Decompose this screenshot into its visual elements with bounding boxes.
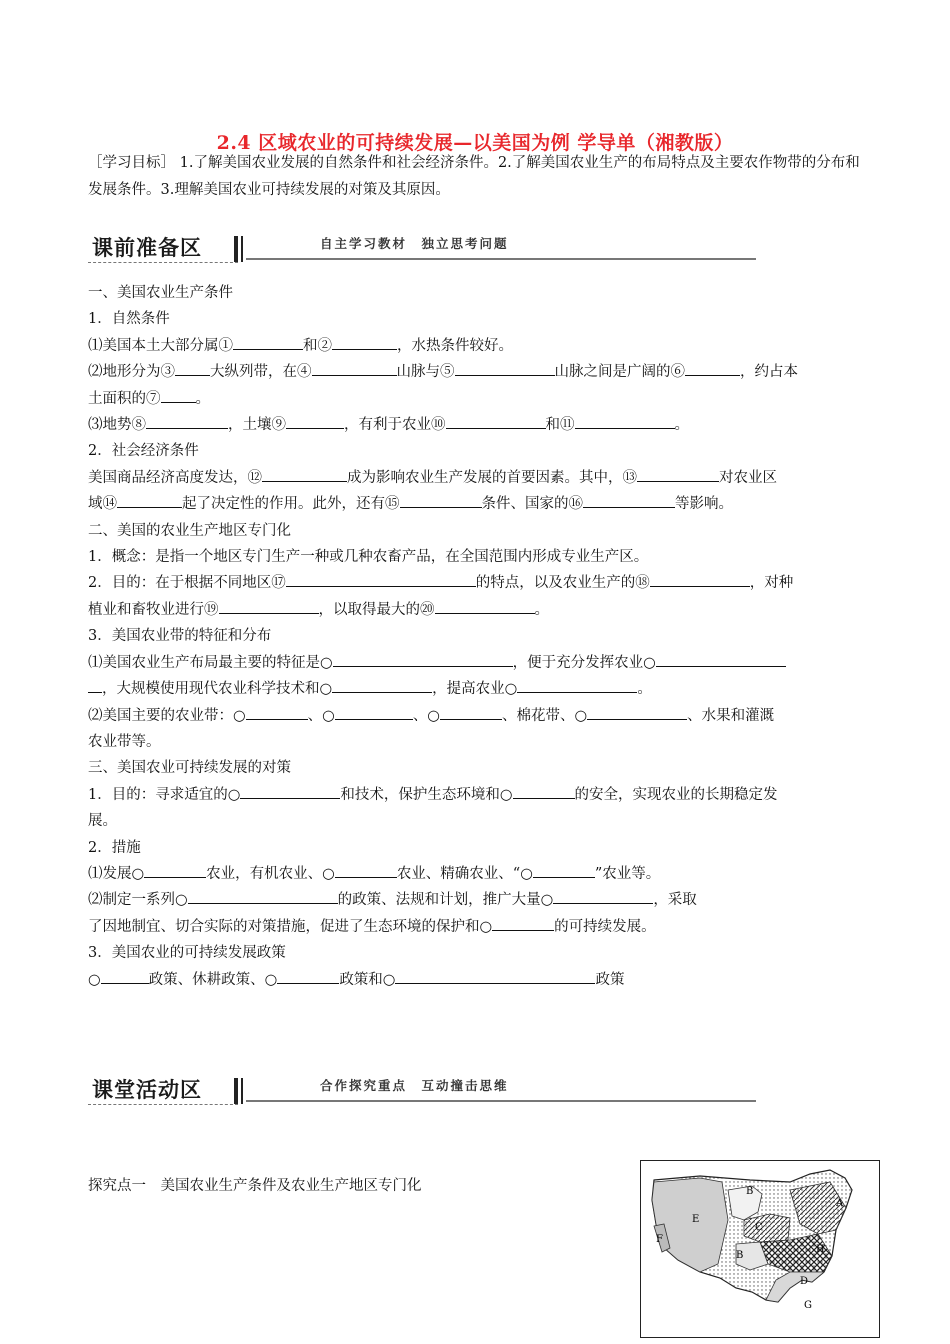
line-text: ⑵制定一系列○ <box>88 892 188 909</box>
answer-blank[interactable] <box>435 598 535 614</box>
worksheet-line <box>88 940 868 966</box>
line-text: 。 <box>195 390 210 407</box>
answer-blank[interactable] <box>637 466 719 482</box>
worksheet-line <box>88 359 868 385</box>
worksheet-line <box>88 703 868 729</box>
line-text: 2．社会经济条件 <box>88 443 199 460</box>
line-text: 的可持续发展。 <box>554 918 656 935</box>
answer-blank[interactable] <box>146 413 228 429</box>
map-label-c: C <box>755 1222 763 1233</box>
worksheet-line <box>88 438 868 464</box>
worksheet-line <box>88 544 868 570</box>
line-text: 和技术，保护生态环境和○ <box>340 786 513 803</box>
worksheet-line <box>88 518 868 544</box>
line-text: ，对种 <box>749 575 794 592</box>
line-text: ，土壤⑨ <box>228 417 286 434</box>
banner-bar <box>234 1078 238 1104</box>
worksheet-line <box>88 386 868 412</box>
worksheet-line <box>88 412 868 438</box>
answer-blank[interactable] <box>240 783 340 799</box>
answer-blank[interactable] <box>332 334 397 350</box>
worksheet-line <box>88 887 868 913</box>
line-text: 等影响。 <box>675 496 733 513</box>
line-text: 农业、精确农业、“○ <box>396 865 533 882</box>
banner-dash <box>88 262 238 263</box>
banner-bar <box>241 236 243 262</box>
line-text: 起了决定性的作用。此外，还有⑮ <box>182 496 400 513</box>
answer-blank[interactable] <box>233 334 303 350</box>
line-text: 植业和畜牧业进行⑲ <box>88 601 219 618</box>
map-label-g: G <box>804 1300 812 1311</box>
answer-blank[interactable] <box>88 677 102 693</box>
answer-blank[interactable] <box>262 466 347 482</box>
line-text: ○ <box>88 971 101 988</box>
line-text: 的安全，实现农业的长期稳定发 <box>574 786 778 803</box>
section-banner-preview <box>88 232 756 272</box>
banner-bar <box>241 1078 243 1104</box>
worksheet-line <box>88 729 868 755</box>
line-text: 1．概念：是指一个地区专门生产一种或几种农畜产品，在全国范围内形成专业生产区。 <box>88 549 649 566</box>
answer-blank[interactable] <box>440 704 502 720</box>
map-label-a: A <box>836 1198 844 1209</box>
worksheet-line <box>88 755 868 781</box>
worksheet-line <box>88 570 868 596</box>
line-text: 农业，有机农业、○ <box>206 865 335 882</box>
answer-blank[interactable] <box>446 413 546 429</box>
answer-blank[interactable] <box>335 862 397 878</box>
answer-blank[interactable] <box>533 862 595 878</box>
answer-blank[interactable] <box>553 888 653 904</box>
line-text: 。 <box>637 681 652 698</box>
line-text: 1．目的：寻求适宜的○ <box>88 786 241 803</box>
answer-blank[interactable] <box>685 360 740 376</box>
line-text: ⑶地势⑧ <box>88 417 146 434</box>
answer-blank[interactable] <box>144 862 206 878</box>
answer-blank[interactable] <box>219 598 319 614</box>
line-text: ，提高农业○ <box>432 681 518 698</box>
line-text: ，便于充分发挥农业○ <box>512 654 656 671</box>
line-text: ⑴发展○ <box>88 865 145 882</box>
line-text: 、棉花带、○ <box>501 707 588 724</box>
line-text: 大纵列带，在④ <box>210 364 312 381</box>
line-text: 一、美国农业生产条件 <box>88 285 233 301</box>
line-text: ，以取得最大的⑳ <box>318 601 435 618</box>
line-text: 条件、国家的⑯ <box>481 496 583 513</box>
line-text: 3．美国农业带的特征和分布 <box>88 628 272 645</box>
line-text: 山脉与⑤ <box>396 364 455 381</box>
banner-bar <box>234 236 238 262</box>
answer-blank[interactable] <box>517 677 637 693</box>
answer-blank[interactable] <box>395 968 595 984</box>
map-label-h: H <box>816 1244 825 1255</box>
line-text: ，采取 <box>653 892 697 909</box>
explore-point-heading: 探究点一 美国农业生产条件及农业生产地区专门化 <box>88 1178 422 1194</box>
answer-blank[interactable] <box>175 360 210 376</box>
worksheet-line <box>88 306 868 332</box>
answer-blank[interactable] <box>575 413 675 429</box>
map-label-b2: B <box>736 1250 744 1261</box>
line-text: ，水热条件较好。 <box>397 337 513 354</box>
answer-blank[interactable] <box>188 888 338 904</box>
line-text: ⑴美国农业生产布局最主要的特征是○ <box>88 654 333 671</box>
line-text: ”农业等。 <box>594 865 661 882</box>
answer-blank[interactable] <box>492 915 554 931</box>
banner-slogan: 自主学习教材 独立思考问题 <box>320 236 509 251</box>
worksheet-line <box>88 967 868 993</box>
line-text: 美国商品经济高度发达，⑫ <box>88 469 262 486</box>
line-text: 、○ <box>412 707 440 724</box>
line-text: 成为影响农业生产发展的首要因素。其中，⑬ <box>347 469 637 486</box>
answer-blank[interactable] <box>333 651 513 667</box>
line-text: ，大规模使用现代农业科学技术和○ <box>102 681 333 698</box>
line-text: 的特点，以及农业生产的⑱ <box>475 575 650 592</box>
line-text: 、○ <box>307 707 335 724</box>
answer-blank[interactable] <box>161 387 196 403</box>
worksheet-line <box>88 623 868 649</box>
line-text: 三、美国农业可持续发展的对策 <box>88 760 291 777</box>
answer-blank[interactable] <box>656 651 786 667</box>
answer-blank[interactable] <box>650 571 750 587</box>
line-text: 3．美国农业的可持续发展政策 <box>88 945 286 962</box>
answer-blank[interactable] <box>587 704 687 720</box>
line-text: 政策、休耕政策、○ <box>148 971 278 988</box>
answer-blank[interactable] <box>277 968 339 984</box>
line-text: 和② <box>303 337 332 354</box>
line-text: ，约占本 <box>740 364 798 381</box>
line-text: 政策和○ <box>339 971 396 988</box>
line-text: 了因地制宜、切合实际的对策措施，促进了生态环境的保护和○ <box>88 918 493 935</box>
answer-blank[interactable] <box>117 492 182 508</box>
line-text: 二、美国的农业生产地区专门化 <box>88 522 291 539</box>
answer-blank[interactable] <box>332 677 432 693</box>
line-text: 。 <box>534 601 549 618</box>
answer-blank[interactable] <box>583 492 675 508</box>
worksheet-line <box>88 914 868 940</box>
worksheet-line <box>88 650 868 676</box>
line-text: 山脉之间是广阔的⑥ <box>554 364 685 381</box>
banner-title: 课堂活动区 <box>92 1078 202 1102</box>
answer-blank[interactable] <box>335 704 413 720</box>
line-text: ，有利于农业⑩ <box>344 417 446 434</box>
answer-blank[interactable] <box>312 360 397 376</box>
answer-blank[interactable] <box>400 492 482 508</box>
line-text: 展。 <box>88 813 117 830</box>
worksheet-line <box>88 280 868 306</box>
map-label-b: B <box>746 1186 754 1197</box>
learning-goals: ［学习目标］ 1.了解美国农业发展的自然条件和社会经济条件。2.了解美国农业生产的布局特点及主要农作物带的分布和发展条件。3.理解美国农业可持续发展的对策及其原因。 <box>88 155 860 198</box>
worksheet-line <box>88 835 868 861</box>
line-text: 2．措施 <box>88 839 141 856</box>
worksheet-line <box>88 491 868 517</box>
answer-blank[interactable] <box>286 571 476 587</box>
answer-blank[interactable] <box>513 783 575 799</box>
line-text: 的政策、法规和计划，推广大量○ <box>337 892 554 909</box>
worksheet-line <box>88 861 868 887</box>
line-text: 2．目的：在于根据不同地区⑰ <box>88 575 286 592</box>
worksheet-content <box>88 280 868 993</box>
line-text: 农业带等。 <box>88 733 161 750</box>
line-text: 和⑪ <box>545 417 575 434</box>
map-label-f: F <box>656 1234 663 1245</box>
worksheet-line <box>88 808 868 834</box>
line-text: 对农业区 <box>719 469 777 486</box>
worksheet-line <box>88 597 868 623</box>
us-agriculture-belt-map <box>640 1160 880 1338</box>
line-text: 1．自然条件 <box>88 311 170 328</box>
map-label-d: D <box>800 1276 809 1287</box>
banner-title: 课前准备区 <box>92 236 202 260</box>
worksheet-line <box>88 465 868 491</box>
answer-blank[interactable] <box>246 704 308 720</box>
line-text: ⑵美国主要的农业带：○ <box>88 707 246 724</box>
page-title: 2.4 区域农业的可持续发展—以美国为例 学导单（湘教版） <box>216 132 734 154</box>
answer-blank[interactable] <box>101 968 149 984</box>
answer-blank[interactable] <box>455 360 555 376</box>
line-text: 域⑭ <box>88 496 117 513</box>
banner-slogan: 合作探究重点 互动撞击思维 <box>320 1078 509 1093</box>
banner-rule <box>246 258 756 260</box>
line-text: 土面积的⑦ <box>88 390 161 407</box>
line-text: 、水果和灌溉 <box>687 707 775 724</box>
map-label-e: E <box>692 1214 700 1225</box>
belt-c <box>744 1214 790 1242</box>
answer-blank[interactable] <box>286 413 344 429</box>
section-banner-activity <box>88 1074 756 1114</box>
line-text: 。 <box>674 417 689 434</box>
worksheet-line <box>88 676 868 702</box>
banner-dash <box>88 1104 238 1105</box>
worksheet-line <box>88 782 868 808</box>
line-text: ⑴美国本土大部分属① <box>88 337 233 354</box>
worksheet-line <box>88 333 868 359</box>
line-text: 政策 <box>595 971 625 988</box>
line-text: ⑵地形分为③ <box>88 364 175 381</box>
banner-rule <box>246 1100 756 1102</box>
